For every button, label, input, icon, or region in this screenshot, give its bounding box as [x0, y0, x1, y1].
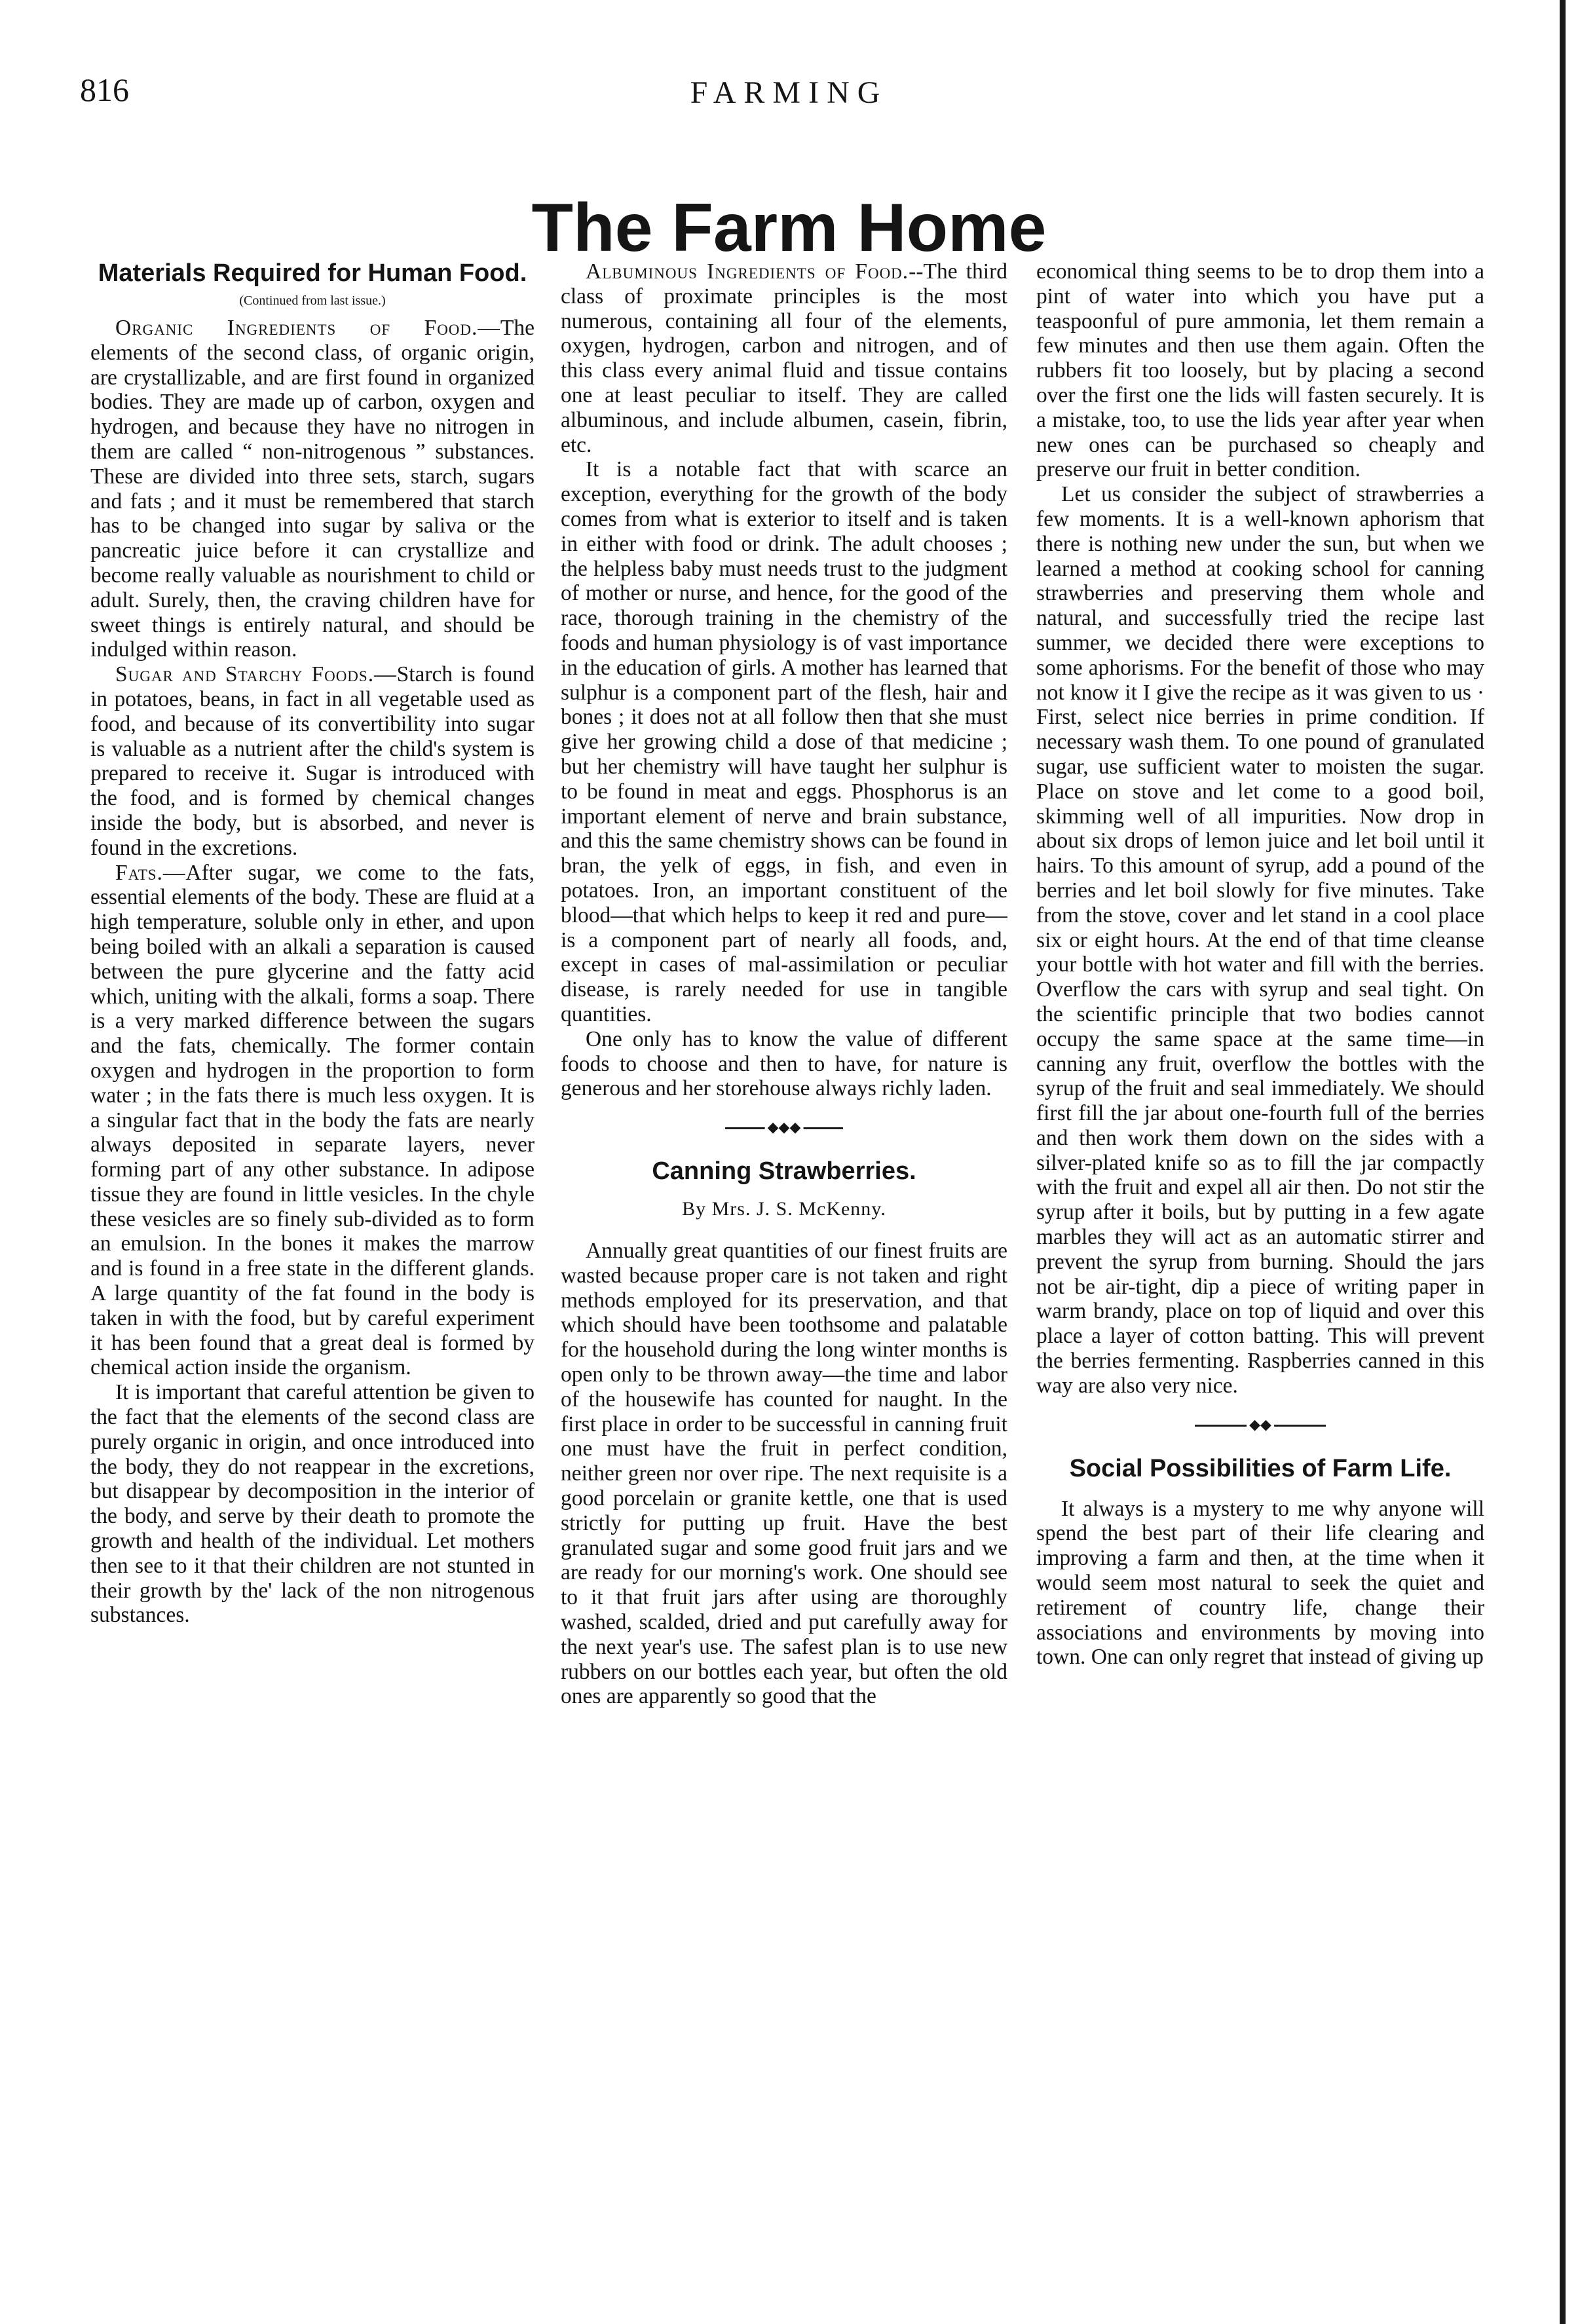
paragraph [561, 1239, 1007, 1709]
paragraph [561, 259, 1007, 457]
paragraph-text: --The third class of proximate principles is the most numerous, containing all four of the elements, oxygen, hydrogen, carbon and nitrogen, and of this class every animal fluid and tissue contains one at least peculiar to itself. They are called albuminous, and include albumen, casein, fibrin, etc. [561, 259, 1007, 457]
article-title-social: Social Possibilities of Farm Life. [1069, 1454, 1452, 1482]
paragraph-text: economical thing seems to be to drop them into a pint of water into which you have put a teaspoonful of pure ammonia, let them remain a few minutes and then use them again. Often the rubbers fit too loosely, but by placing a second over the first one the lids will fasten securely. It is a mistake, too, to use the lids year after year when new ones can be purchased so cheaply and preserve our fruit in better condition. [1036, 259, 1484, 482]
paragraph [1036, 1497, 1484, 1670]
article-title-materials: Materials Required for Human Food. [98, 259, 527, 287]
article-title-canning: Canning Strawberries. [652, 1157, 916, 1186]
paragraph-text: It is important that careful attention be given to the fact that the elements of the second class are purely organic in origin, and once introduced into the body, they do not reappear in the excretions, but disappear by decomposition in the interior of the body, and serve by their death to promote the growth and health of the individual. Let mothers then see to it that their children are not stunted in their growth by the' lack of the non nitrogenous substances. [90, 1380, 535, 1628]
paragraph-text: Starch is found in potatoes, beans, in fact in all vegetable used as food, and because of its convertibility into sugar is valuable as a nutrient after the child's system is prepared to receive it. Sugar is introduced with the food, and is formed by chemical changes inside the body, but is absorbed, and never is found in the excretions. [90, 662, 535, 860]
run-in-heading: Sugar and Starchy Foods.— [115, 662, 397, 687]
page-title: The Farm Home [531, 189, 1047, 266]
paragraph-text: It always is a mystery to me why anyone will spend the best part of their life clearing and improving a farm and then, at the time when it would seem most natural to seek the quiet and retirement of country life, change their associations and environments by moving into town. One can only regret that instead of giving up [1036, 1496, 1484, 1670]
byline: By Mrs. J. S. McKenny. [682, 1198, 886, 1220]
continued-note: (Continued from last issue.) [239, 293, 386, 308]
divider-ornament-icon: ◆◆◆ [765, 1118, 804, 1138]
paragraph [1036, 482, 1484, 1398]
paragraph [90, 861, 535, 1381]
paragraph-text: It is a notable fact that with scarce an exception, everything for the growth of the body comes from what is exterior to itself and is taken in either with food or drink. The adult chooses ; the helpless baby must needs trust to the judgment of mother or nurse, and hence, for the good of the race, thorough training in the chemistry of the foods and human physiology is of vast importance in the education of girls. A mother has learned that sulphur is a component part of the flesh, hair and bones ; it does not at all follow then that she must give her growing child a dose of that medicine ; but her chemistry will have taught her sulphur is to be found in meat and eggs. Phosphorus is an important element of nerve and brain substance, and this the same chemistry shows can be found in bran, the yelk of eggs, in fish, and even in potatoes. Iron, an important constituent of the blood—that which helps to keep it red and pure—is a component part of nearly all foods, and, except in cases of mal-assimilation or peculiar disease, is rarely needed for use in tangible quantities. [561, 457, 1007, 1026]
running-head: FARMING [690, 75, 888, 110]
paragraph [90, 316, 535, 662]
paragraph-text: One only has to know the value of different foods to choose and then to have, for nature is generous and her storehouse always richly laden. [561, 1026, 1007, 1101]
run-in-heading: Fats.— [115, 860, 186, 885]
section-divider [561, 1118, 1007, 1138]
divider-ornament-icon: ◆◆ [1247, 1415, 1274, 1435]
spacer [1036, 1482, 1484, 1497]
paragraph [1036, 259, 1484, 482]
run-in-heading: Organic Ingredients of Food.— [115, 316, 500, 340]
paragraph [90, 662, 535, 860]
paragraph-text: After sugar, we come to the fats, essential elements of the body. These are fluid at a high temperature, soluble only in ether, and upon being boiled with an alkali a separation is caused between the pure glycerine and the fatty acid which, uniting with the alkali, forms a soap. There is a very marked difference between the sugars and the fats, chemically. The former contain oxygen and hydrogen in the proportion to form water ; in the fats there is much less oxygen. It is a singular fact that in the body the fats are nearly always deposited in separate layers, never forming part of any other substance. In adipose tissue they are found in little vesicles. In the chyle these vesicles are so finely sub-divided as to form an emulsion. In the bones it makes the marrow and is found in a free state in the different glands. A large quantity of the fat found in the body is taken in with the food, but by careful experiment it has been found that a great deal is formed by chemical action inside the organism. [90, 860, 535, 1380]
paragraph-text: Let us consider the subject of strawberries a few moments. It is a well-known aphorism that there is nothing new under the sun, but when we learned a method at cooking school for canning strawberries and preserving them whole and natural, and successfully tried the recipe last summer, we decided there were exceptions to some aphorisms. For the benefit of those who may not know it I give the recipe as it was given to us · First, select nice berries in prime condition. If necessary wash them. To one pound of granulated sugar, use sufficient water to moisten the sugar. Place on stove and let come to a good boil, skimming well of all impurities. Now drop in about six drops of lemon juice and let boil until it hairs. To this amount of syrup, add a pound of the berries and let boil slowly for five minutes. Take from the stove, cover and let stand in a cool place six or eight hours. At the end of that time cleanse your bottle with hot water and fill with the berries. Overflow the cars with syrup and seal tight. On the scientific principle that two bodies cannot occupy the same space at the same time—in canning any fruit, overflow the bottles with the syrup of the fruit and seal immediately. We should first fill the jar about one-fourth full of the berries and then work them down on the sides with a silver-plated knife so as to fill the jar compactly with the fruit and expel all air then. Do not stir the syrup after it boils, but by putting in a few agate marbles they will act as an automatic stirrer and prevent the syrup from burning. Should the jars not be air-tight, dip a piece of writing paper in warm brandy, place on top of liquid and over this place a layer of cotton batting. This will prevent the berries fermenting. Raspberries canned in this way are also very nice. [1036, 482, 1484, 1398]
run-in-heading: Albuminous Ingredients of Food. [586, 259, 909, 284]
paragraph [561, 1027, 1007, 1101]
section-divider [1036, 1415, 1484, 1435]
page-number: 816 [80, 71, 129, 108]
paragraph-text: Annually great quantities of our finest fruits are wasted because proper care is not taken and right methods employed for its preservation, and that which should have been toothsome and palatable for the household during the long winter months is open only to be thrown away—the time and labor of the housewife has counted for naught. In the first place in order to be successful in canning fruit one must have the fruit in perfect condition, neither green nor over ripe. The next requisite is a good porcelain or granite kettle, one that is used strictly for putting up fruit. Have the best granulated sugar and some good fruit jars and we are ready for our morning's work. One should see to it that fruit jars after using are thoroughly washed, scalded, dried and put carefully away for the next year's use. The safest plan is to use new rubbers on our bottles each year, but often the old ones are apparently so good that the [561, 1239, 1007, 1709]
paragraph-text: The elements of the second class, of organic origin, are crystallizable, and are first found in organized bodies. They are made up of carbon, oxygen and hydrogen, and because they have no nitrogen in them are called “ non-nitrogenous ” substances. These are divided into three sets, starch, sugars and fats ; and it must be remembered that starch has to be changed into sugar by saliva or the pancreatic juice before it can crystallize and become really valuable as nourishment to child or adult. Surely, then, the craving children have for sweet things is entirely natural, and should be indulged within reason. [90, 316, 535, 662]
paragraph [561, 457, 1007, 1026]
column-3 [1036, 259, 1484, 2296]
paragraph [90, 1380, 535, 1628]
column-2 [561, 259, 1007, 2296]
page-edge-rule [1560, 0, 1566, 2324]
column-1 [90, 259, 535, 2296]
